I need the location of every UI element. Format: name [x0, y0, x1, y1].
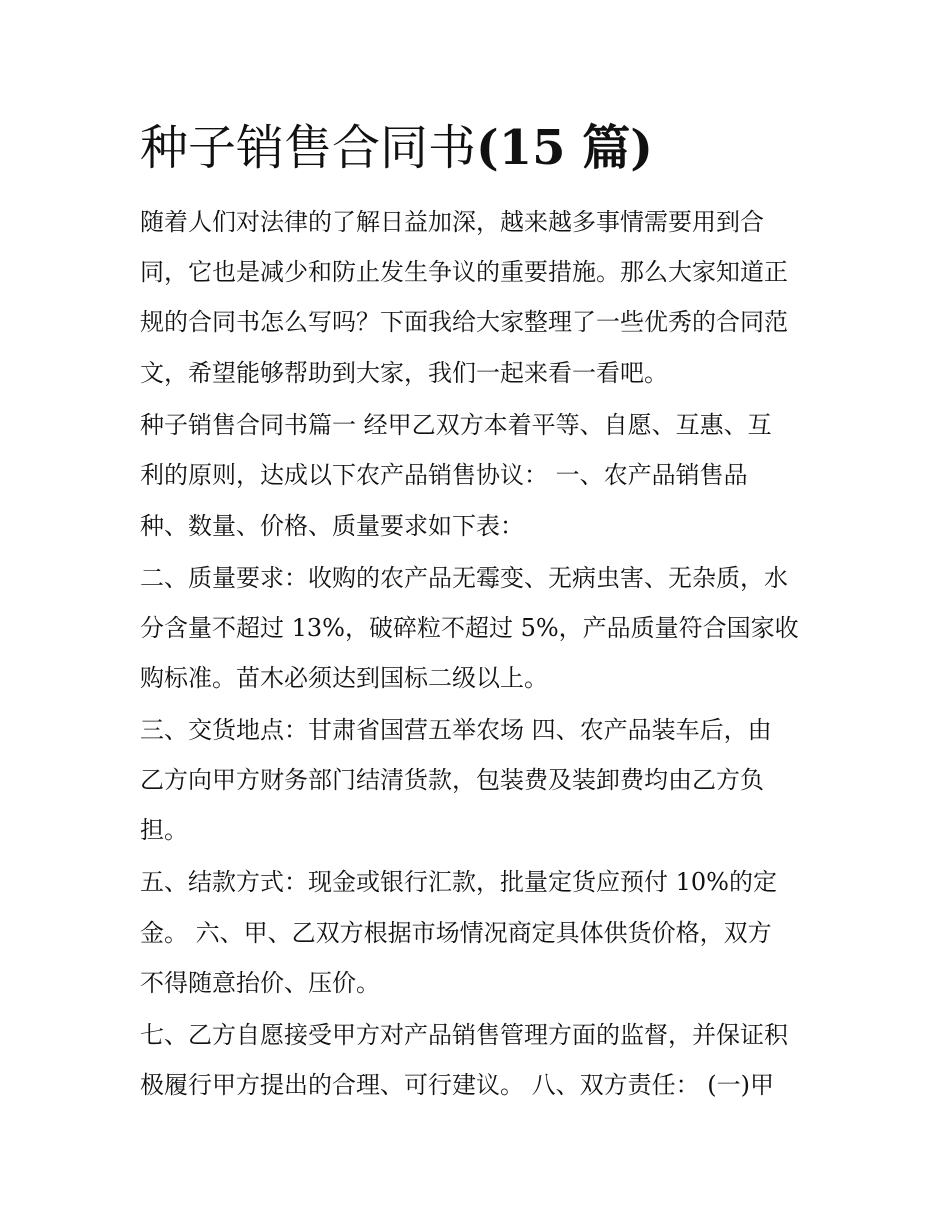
text-line-10: 购标准。苗木必须达到国标二级以上。	[140, 664, 548, 692]
text-line-4: 文，希望能够帮助到大家，我们一起来看一看吧。	[140, 359, 668, 387]
text-line-1: 随着人们对法律的了解日益加深，越来越多事情需要用到合	[140, 208, 764, 236]
title-suffix: (15 篇)	[476, 120, 653, 176]
text-line-6: 利的原则，达成以下农产品销售协议： 一、农产品销售品	[140, 461, 748, 489]
text-line-3: 规的合同书怎么写吗？下面我给大家整理了一些优秀的合同范	[140, 308, 788, 336]
text-line-11: 三、交货地点：甘肃省国营五举农场 四、农产品装车后，由	[140, 716, 772, 744]
title-main: 种子销售合同书	[140, 120, 477, 176]
text-line-2: 同，它也是减少和防止发生争议的重要措施。那么大家知道正	[140, 258, 788, 286]
text-line-5: 种子销售合同书篇一 经甲乙双方本着平等、自愿、互惠、互	[140, 411, 772, 439]
text-line-7: 种、数量、价格、质量要求如下表：	[140, 512, 524, 540]
text-line-14: 五、结款方式：现金或银行汇款，批量定货应预付 10%的定	[140, 868, 777, 896]
text-line-15: 金。 六、甲、乙双方根据市场情况商定具体供货价格，双方	[140, 919, 772, 947]
text-line-17: 七、乙方自愿接受甲方对产品销售管理方面的监督，并保证积	[140, 1021, 788, 1049]
text-line-18: 极履行甲方提出的合理、可行建议。 八、双方责任： (一)甲	[140, 1071, 774, 1099]
text-line-16: 不得随意抬价、压价。	[140, 969, 380, 997]
document-title	[140, 118, 653, 178]
text-line-9: 分含量不超过 13%，破碎粒不超过 5%，产品质量符合国家收	[140, 614, 799, 642]
text-line-12: 乙方向甲方财务部门结清货款，包装费及装卸费均由乙方负	[140, 766, 764, 794]
text-line-8: 二、质量要求：收购的农产品无霉变、无病虫害、无杂质，水	[140, 564, 788, 592]
text-line-13: 担。	[140, 816, 188, 844]
